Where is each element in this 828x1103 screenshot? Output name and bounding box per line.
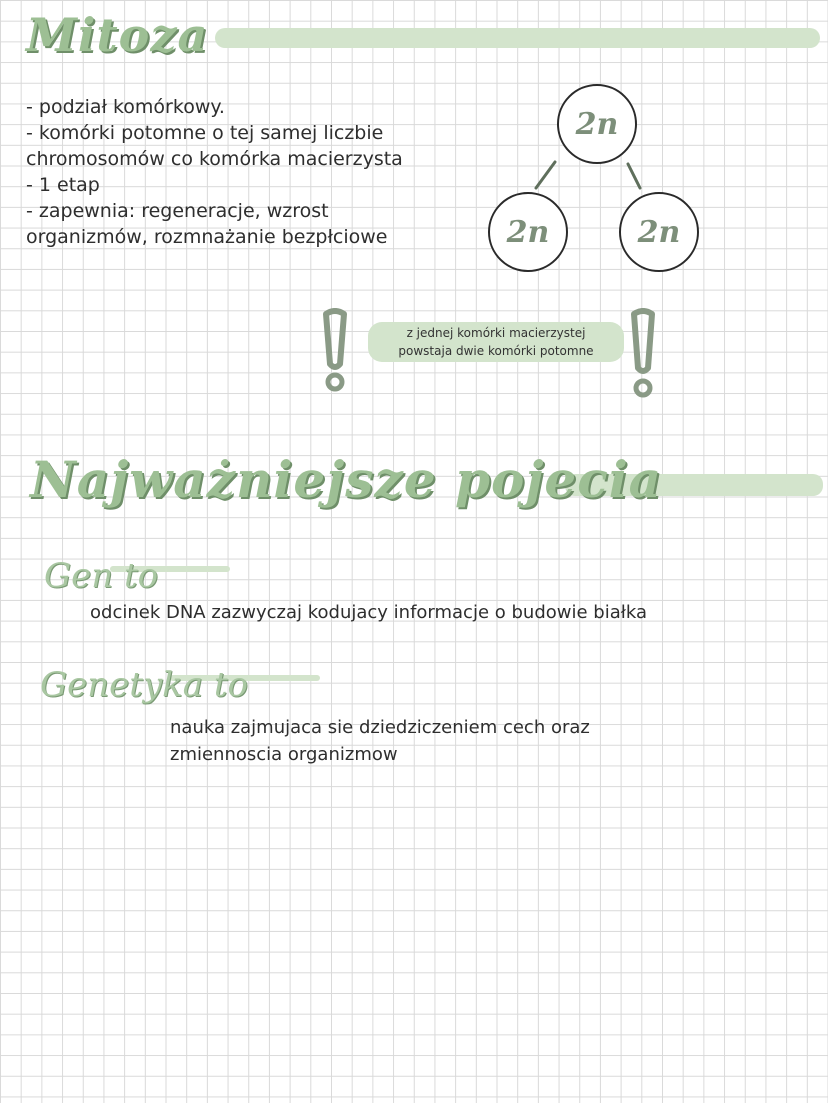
note-line: - zapewnia: regeneracje, wzrost	[26, 200, 329, 222]
definition-line: odcinek DNA zazwyczaj kodujacy informacje o budowie białka	[90, 602, 647, 623]
exclamation-right-icon	[626, 308, 660, 402]
child-cell-right-label: 2n	[637, 214, 681, 250]
note-line: - 1 etap	[26, 174, 100, 196]
division-line-left	[536, 162, 555, 188]
term-gen: Gen to	[44, 556, 159, 596]
definition-gen	[90, 599, 647, 626]
definition-line: zmiennoscia organizmow	[170, 744, 398, 765]
callout-line: z jednej komórki macierzystej	[406, 326, 586, 340]
title-underline-highlight	[215, 28, 820, 48]
callout-line: powstaja dwie komórki potomne	[398, 344, 594, 358]
parent-cell-circle	[557, 84, 637, 164]
section-title-mitoza: Mitoza	[26, 8, 209, 62]
exclamation-left-icon	[318, 308, 352, 394]
child-cell-right-circle	[619, 192, 699, 272]
definition-genetyka	[170, 714, 590, 768]
child-cell-left-label: 2n	[506, 214, 550, 250]
note-line: - komórki potomne o tej samej liczbie	[26, 122, 384, 144]
division-line-right	[628, 164, 640, 188]
term-genetyka: Genetyka to	[40, 665, 248, 705]
note-line: - podział komórkowy.	[26, 96, 225, 118]
definition-line: nauka zajmujaca sie dziedziczeniem cech oraz	[170, 717, 590, 738]
mitoza-notes	[26, 94, 403, 250]
callout-box	[368, 322, 624, 362]
parent-cell-label: 2n	[575, 106, 619, 142]
note-line: organizmów, rozmnażanie bezpłciowe	[26, 226, 388, 248]
child-cell-left-circle	[488, 192, 568, 272]
note-line: chromosomów co komórka macierzysta	[26, 148, 403, 170]
section-title-pojecia: Najważniejsze pojecia	[30, 450, 663, 509]
